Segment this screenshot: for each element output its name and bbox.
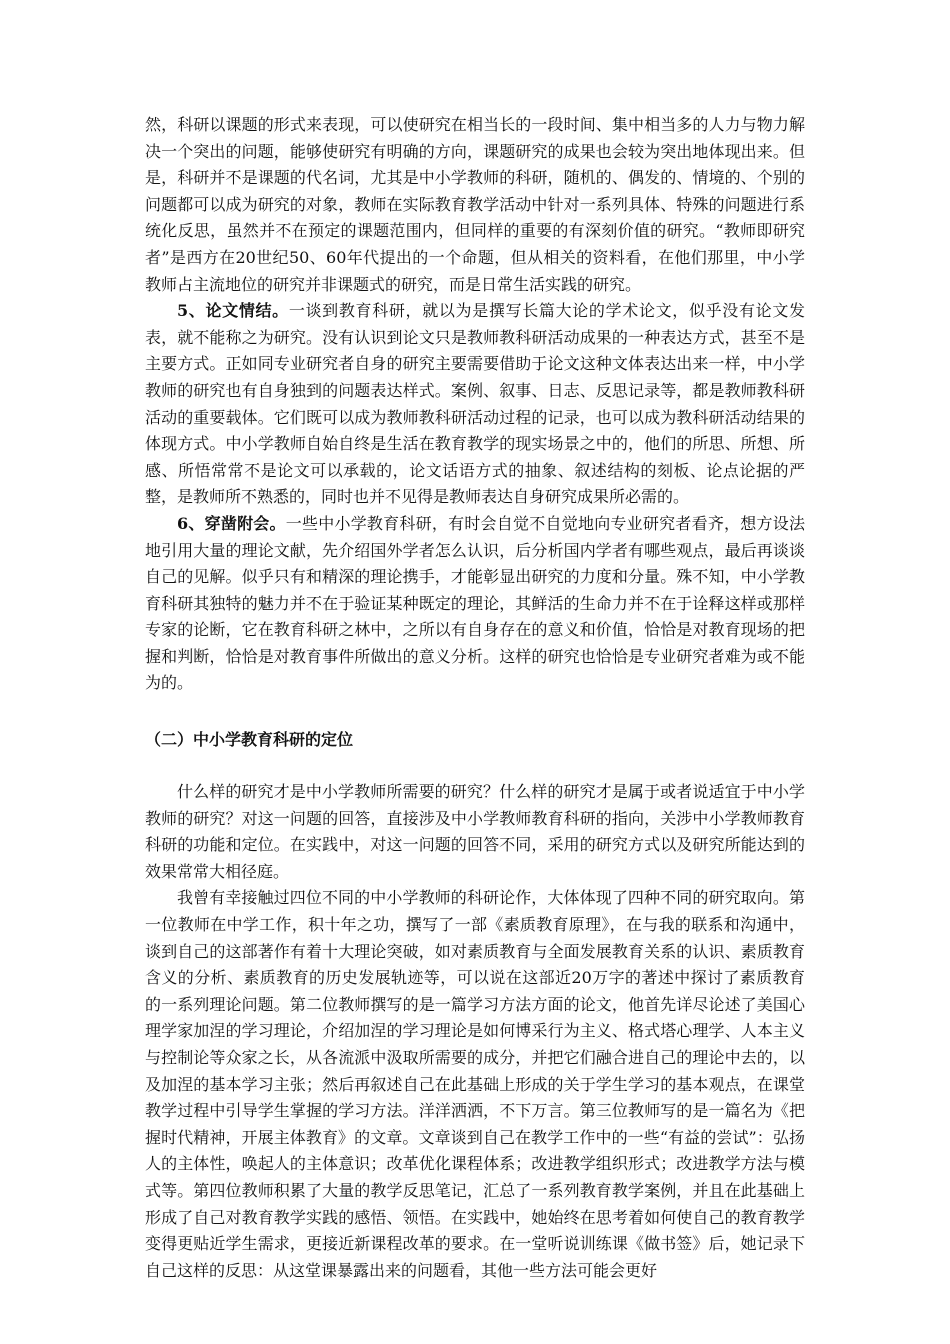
paragraph-lead-heading: 6、穿凿附会。 bbox=[177, 513, 286, 533]
section-heading: （二）中小学教育科研的定位 bbox=[145, 730, 354, 750]
paragraph-question: 什么样的研究才是中小学教师所需要的研究？什么样的研究才是属于或者说适宜于中小学教师的研究？对这一问题的回答，直接涉及中小学教师教育科研的指向，关涉中小学教师教育科研的功能和定位。在实践中，对这一问题的回答不同，采用的研究方式以及研究所能达到的效果常常大相径庭。 bbox=[145, 782, 805, 881]
paragraph-thesis-complex bbox=[145, 298, 805, 511]
paragraph-text: 一些中小学教育科研，有时会自觉不自觉地向专业研究者看齐，想方设法地引用大量的理论文献，先介绍国外学者怎么认识，后分析国内学者有哪些观点，最后再谈谈自己的见解。似乎只有和精深的理论携手，才能彰显出研究的力度和分量。殊不知，中小学教育科研其独特的魅力并不在于验证某种既定的理论，其鲜活的生命力并不在于诠释这样或那样专家的论断，它在教育科研之林中，之所以有自身存在的意义和价值，恰恰是对教育现场的把握和判断，恰恰是对教育事件所做出的意义分析。这样的研究也恰恰是专业研究者难为或不能为的。 bbox=[145, 513, 805, 693]
paragraph-lead-heading: 5、论文情结。 bbox=[177, 301, 289, 321]
paragraph-text: 然，科研以课题的形式来表现，可以使研究在相当长的一段时间、集中相当多的人力与物力解决一个突出的问题，能够使研究有明确的方向，课题研究的成果也会较为突出地体现出来。但是，科研并不是课题的代名词，尤其是中小学教师的科研，随机的、偶发的、情境的、个别的问题都可以成为研究的对象，教师在实际教育教学活动中针对一系列具体、特殊的问题进行系统化反思，虽然并不在预定的课题范围内，但同样的重要的有深刻价值的研究。“教师即研究者”是西方在20世纪50、60年代提出的一个命题，但从相关的资料看，在他们那里，中小学教师占主流地位的研究并非课题式的研究，而是日常生活实践的研究。 bbox=[145, 115, 805, 294]
paragraph-continuation bbox=[145, 112, 805, 298]
paragraph-text: 一谈到教育科研，就以为是撰写长篇大论的学术论文，似乎没有论文发表，就不能称之为研究。没有认识到论文只是教师教科研活动成果的一种表达方式，甚至不是主要方式。正如同专业研究者自身的研究主要需要借助于论文这种文体表达出来一样，中小学教师的研究也有自身独到的问题表达样式。案例、叙事、日志、反思记录等，都是教师教科研活动的重要载体。它们既可以成为教师教科研活动过程的记录，也可以成为教科研活动结果的体现方式。中小学教师自始自终是生活在教育教学的现实场景之中的，他们的所思、所想、所感、所悟常常不是论文可以承载的，论文话语方式的抽象、叙述结构的刻板、论点论据的严整，是教师所不熟悉的，同时也并不见得是教师表达自身研究成果所必需的。 bbox=[145, 301, 805, 507]
document-page bbox=[145, 112, 805, 1284]
paragraph-far-fetched bbox=[145, 511, 805, 697]
paragraph-four-teachers: 我曾有幸接触过四位不同的中小学教师的科研论作，大体体现了四种不同的研究取向。第一位教师在中学工作，积十年之功，撰写了一部《素质教育原理》，在与我的联系和沟通中，谈到自己的这部著作有着十大理论突破，如对素质教育与全面发展教育关系的认识、素质教育含义的分析、素质教育的历史发展轨迹等，可以说在这部近20万字的著述中探讨了素质教育的一系列理论问题。第二位教师撰写的是一篇学习方法方面的论文，他首先详尽论述了美国心理学家加涅的学习理论，介绍加涅的学习理论是如何博采行为主义、格式塔心理学、人本主义与控制论等众家之长，从各流派中汲取所需要的成分，并把它们融合进自己的理论中去的，以及加涅的基本学习主张；然后再叙述自己在此基础上形成的关于学生学习的基本观点，在课堂教学过程中引导学生掌握的学习方法。洋洋洒洒，不下万言。第三位教师写的是一篇名为《把握时代精神，开展主体教育》的文章。文章谈到自己在教学工作中的一些“有益的尝试”：弘扬人的主体性，唤起人的主体意识；改革优化课程体系；改进教学组织形式；改进教学方法与模式等。第四位教师积累了大量的教学反思笔记，汇总了一系列教育教学案例，并且在此基础上形成了自己对教育教学实践的感悟、领悟。在实践中，她始终在思考着如何使自己的教育教学变得更贴近学生需求，更接近新课程改革的要求。在一堂听说训练课《做书签》后，她记录下自己这样的反思：从这堂课暴露出来的问题看，其他一些方法可能会更好 bbox=[145, 888, 805, 1280]
